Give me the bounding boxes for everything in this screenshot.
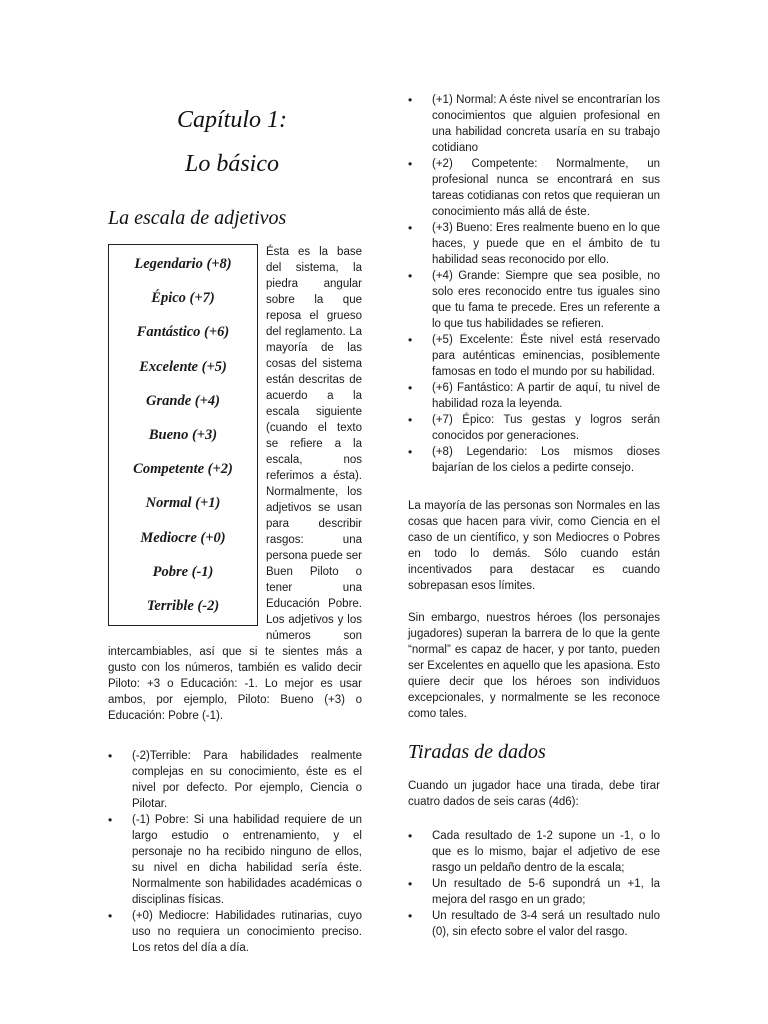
- right-column: [408, 92, 660, 940]
- scale-item: Legendario (+8): [134, 256, 232, 272]
- list-item: • (+6) Fantástico: A partir de aquí, tu nivel de habilidad roza la leyenda.: [408, 380, 660, 412]
- chapter-number: Capítulo 1:: [176, 107, 287, 133]
- list-item: • (+1) Normal: A éste nivel se encontrarían los conocimientos que alguien profesional en una habilidad concreta usaría en su trabajo cotidiano: [408, 92, 660, 156]
- scale-item: Fantástico (+6): [136, 324, 230, 341]
- chapter-name: Lo básico: [184, 151, 279, 177]
- left-column: [108, 98, 362, 956]
- list-item: • (-2)Terrible: Para habilidades realmente complejas en su conocimiento, éste es el nivel por defecto. Por ejemplo, Ciencia o Pilotar.: [108, 748, 362, 812]
- dice-results-list: [408, 828, 660, 940]
- scale-item: Mediocre (+0): [140, 529, 226, 546]
- scale-item: Excelente (+5): [139, 358, 227, 375]
- scale-item: Pobre (-1): [152, 563, 214, 580]
- scale-item: Normal (+1): [145, 495, 221, 512]
- list-item: • Un resultado de 3-4 será un resultado nulo (0), sin efecto sobre el valor del rasgo.: [408, 908, 660, 940]
- list-item: • (+8) Legendario: Los mismos dioses bajarían de los cielos a pedirte consejo.: [408, 444, 660, 476]
- list-item: • (+4) Grande: Siempre que sea posible, no solo eres reconocido entre tus iguales sino que tu fama te precede. Eres un referente a lo que tus habilidades se refieren.: [408, 268, 660, 332]
- list-item: • Un resultado de 5-6 supondrá un +1, la mejora del rasgo en un grado;: [408, 876, 660, 908]
- section-heading-dice: Tiradas de dados: [408, 741, 546, 763]
- list-item: • (+2) Competente: Normalmente, un profesional nunca se encontrará en sus tareas cotidianas con retos que requieran un conocimiento más allá de éste.: [408, 156, 660, 220]
- heroes-paragraph: Sin embargo, nuestros héroes (los personajes jugadores) superan la barrera de lo que la gente “normal” es capaz de hacer, y por tanto, pueden ser Excelentes en aquello que les apasiona. Esto quiere decir que los héroes son individuos excepcionales, y normalmente se les reconoce como tales.: [408, 612, 660, 720]
- normals-paragraph: La mayoría de las personas son Normales en las cosas que hacen para vivir, como Ciencia en el caso de un científico, y son Mediocres o Pobres en todo lo demás. Sólo cuando están incentivados para destacar es cuando sobrepasan esos límites.: [408, 500, 660, 592]
- scale-item: Terrible (-2): [146, 597, 220, 614]
- list-item: • (-1) Pobre: Si una habilidad requiere de un largo estudio o entrenamiento, y el personaje no ha recibido ninguno de ellos, su nivel en dicha habilidad sería éste. Normalmente son habilidades académicas o disciplinas físicas.: [108, 812, 362, 908]
- section-heading-adjectives: La escala de adjetivos: [108, 207, 287, 229]
- scale-item: Bueno (+3): [148, 426, 218, 443]
- list-item: • (+0) Mediocre: Habilidades rutinarias, cuyo uso no requiera un conocimiento preciso. Los retos del día a día.: [108, 908, 362, 956]
- adjective-scale-box: [108, 244, 258, 626]
- scale-item: Épico (+7): [151, 290, 215, 307]
- low-levels-list: [108, 748, 362, 956]
- scale-item: Competente (+2): [133, 461, 233, 478]
- chapter-title: [102, 98, 362, 186]
- list-item: • (+5) Excelente: Éste nivel está reservado para auténticas eminencias, posiblemente famosas en todo el mundo por su habilidad.: [408, 332, 660, 380]
- scale-item: Grande (+4): [146, 392, 220, 409]
- list-item: • Cada resultado de 1-2 supone un -1, o lo que es lo mismo, bajar el adjetivo de ese rasgo un peldaño dentro de la escala;: [408, 828, 660, 876]
- intro-paragraph: Ésta es la base del sistema, la piedra angular sobre la que reposa el grueso del reglamento. La mayoría de las cosas del sistema están descritas de acuerdo a la escala siguiente (cuando el texto se refiere a la escala, nos referimos a ésta). Normalmente, los adjetivos se usan para describir rasgos: una persona puede ser Buen Piloto o tener una Educación Pobre. Los adjetivos y los números son intercambiables, así que si te sientes más a gusto con los números, también es valido decir Piloto: +3 o Educación: -1. Lo mejor es usar ambos, por ejemplo, Piloto: Bueno (+3) o Educación: Pobre (-1).: [108, 246, 362, 722]
- high-levels-list: [408, 92, 660, 476]
- dice-intro-paragraph: Cuando un jugador hace una tirada, debe tirar cuatro dados de seis caras (4d6):: [408, 780, 660, 808]
- list-item: • (+3) Bueno: Eres realmente bueno en lo que haces, y puede que en el ámbito de tu habilidad seas reconocido por ello.: [408, 220, 660, 268]
- list-item: • (+7) Épico: Tus gestas y logros serán conocidos por generaciones.: [408, 412, 660, 444]
